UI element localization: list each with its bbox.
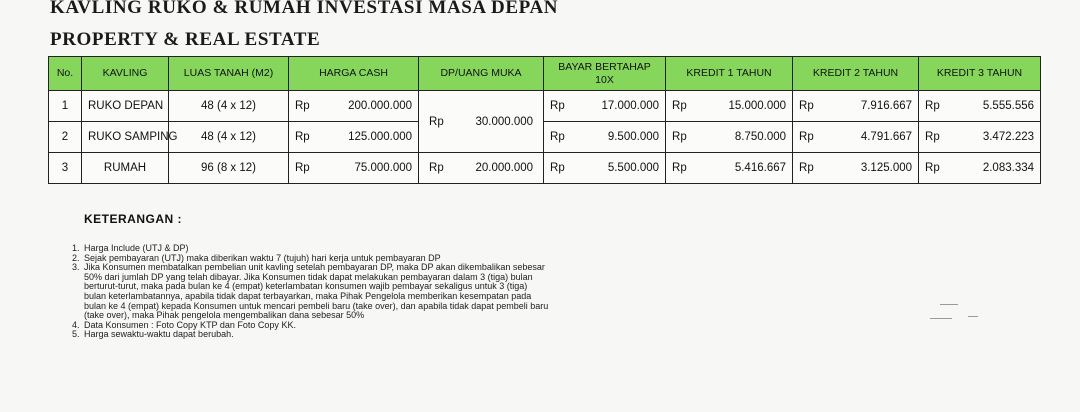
cell-luas: 48 (4 x 12) (169, 91, 289, 122)
scan-mark (940, 304, 958, 305)
cell-bayar: 5.500.000 (574, 153, 666, 184)
header-harga-cash: HARGA CASH (289, 57, 419, 91)
scan-mark (930, 318, 952, 319)
cell-currency: Rp (544, 91, 574, 122)
cell-kredit-2: 7.916.667 (825, 91, 919, 122)
table-row (49, 122, 1041, 153)
cell-currency: Rp (793, 122, 825, 153)
cell-kredit-3: 5.555.556 (951, 91, 1041, 122)
cell-no: 2 (49, 122, 82, 153)
note-item: 4. Data Konsumen : Foto Copy KTP dan Foto Copy KK. (82, 321, 550, 331)
dp-amount: 20.000.000 (475, 162, 534, 174)
header-dp: DP/UANG MUKA (419, 57, 544, 91)
cell-currency: Rp (666, 153, 698, 184)
cell-dp (419, 153, 544, 184)
notes-list (70, 244, 550, 340)
note-item: 3. Jika Konsumen membatalkan pembelian unit kavling setelah pembayaran DP, maka DP akan dikembalikan sebesar 50% dari jumlah DP yang telah dibayar. Jika Konsumen tidak dapat melakukan pembayaran dalam 3 (tiga) bulan berturut-turut, maka pada bulan ke 4 (empat) keterlambatan konsumen wajib pembayar sekaligus untuk 3 (tiga) bulan keterlambatannya, apabila tidak dapat terbayarkan, maka Pihak Pengelola memberikan kesempatan pada bulan ke 4 (empat) kepada Konsumen untuk mencari pembeli baru (take over), dan apabila tidak dapat pembeli baru (take over), maka Pihak pengelola mengembalikan dana sebesar 50% (82, 263, 550, 321)
cell-kavling: RUMAH (82, 153, 169, 184)
page-title: KAVLING RUKO & RUMAH INVESTASI MASA DEPAN (50, 0, 559, 18)
dp-currency: Rp (429, 115, 444, 128)
cell-kredit-3: 3.472.223 (951, 122, 1041, 153)
cell-currency: Rp (544, 153, 574, 184)
cell-kredit-1: 15.000.000 (698, 91, 793, 122)
cell-harga-cash: 125.000.000 (319, 122, 419, 153)
header-no: No. (49, 57, 82, 91)
header-luas: LUAS TANAH (M2) (169, 57, 289, 91)
cell-currency: Rp (793, 153, 825, 184)
header-bayar-line1: BAYAR BERTAHAP (558, 60, 651, 73)
note-item: 2. Sejak pembayaran (UTJ) maka diberikan waktu 7 (tujuh) hari kerja untuk pembayaran DP (82, 254, 550, 264)
cell-currency: Rp (289, 153, 319, 184)
cell-currency: Rp (666, 122, 698, 153)
price-table (48, 56, 1041, 184)
header-kavling: KAVLING (82, 57, 169, 91)
cell-currency: Rp (919, 122, 951, 153)
dp-currency: Rp (429, 162, 444, 174)
cell-luas: 96 (8 x 12) (169, 153, 289, 184)
cell-kredit-2: 4.791.667 (825, 122, 919, 153)
cell-kavling: RUKO DEPAN (82, 91, 169, 122)
scan-mark (968, 316, 978, 317)
cell-harga-cash: 200.000.000 (319, 91, 419, 122)
cell-no: 3 (49, 153, 82, 184)
header-kredit-3: KREDIT 3 TAHUN (919, 57, 1041, 91)
cell-kredit-2: 3.125.000 (825, 153, 919, 184)
header-kredit-2: KREDIT 2 TAHUN (793, 57, 919, 91)
dp-amount: 30.000.000 (475, 115, 534, 128)
cell-dp-merged (419, 91, 544, 153)
cell-currency: Rp (919, 153, 951, 184)
cell-kredit-3: 2.083.334 (951, 153, 1041, 184)
note-item: 5. Harga sewaktu-waktu dapat berubah. (82, 330, 550, 340)
notes-title: KETERANGAN : (84, 212, 182, 226)
cell-kredit-1: 8.750.000 (698, 122, 793, 153)
table-header-row (49, 57, 1041, 91)
cell-currency: Rp (544, 122, 574, 153)
table-row (49, 91, 1041, 122)
header-bayar-bertahap (544, 57, 666, 91)
cell-bayar: 9.500.000 (574, 122, 666, 153)
note-item: 1. Harga Include (UTJ & DP) (82, 244, 550, 254)
cell-bayar: 17.000.000 (574, 91, 666, 122)
cell-harga-cash: 75.000.000 (319, 153, 419, 184)
cell-currency: Rp (289, 122, 319, 153)
header-kredit-1: KREDIT 1 TAHUN (666, 57, 793, 91)
cell-kredit-1: 5.416.667 (698, 153, 793, 184)
page-subtitle: PROPERTY & REAL ESTATE (50, 29, 321, 50)
cell-kavling: RUKO SAMPING (82, 122, 169, 153)
table-row (49, 153, 1041, 184)
cell-currency: Rp (793, 91, 825, 122)
cell-currency: Rp (666, 91, 698, 122)
header-bayar-line2: 10X (595, 73, 614, 86)
cell-currency: Rp (289, 91, 319, 122)
notes-section (70, 212, 550, 340)
cell-currency: Rp (919, 91, 951, 122)
cell-luas: 48 (4 x 12) (169, 122, 289, 153)
cell-no: 1 (49, 91, 82, 122)
